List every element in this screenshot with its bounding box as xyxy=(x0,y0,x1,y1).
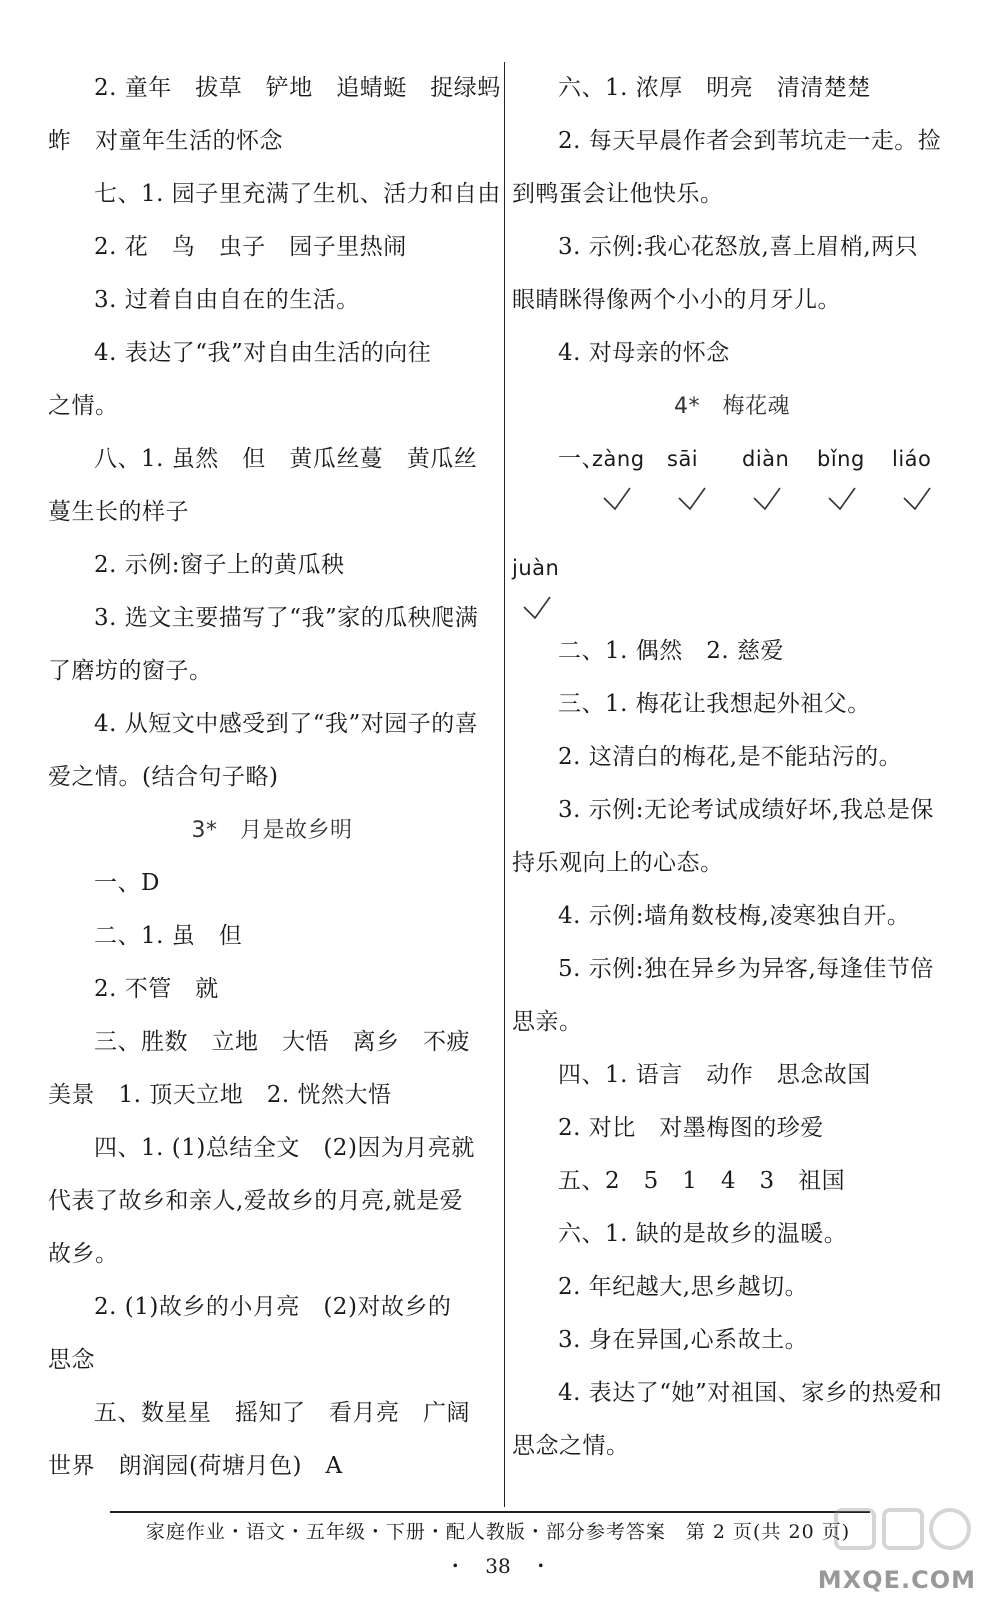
pinyin-answer-block xyxy=(512,433,952,625)
answer-line: 2. 这清白的梅花,是不能玷污的。 xyxy=(558,744,903,770)
answer-line: 持乐观向上的心态。 xyxy=(512,850,724,876)
answer-line: 2. 每天早晨作者会到苇坑走一走。捡 xyxy=(558,128,942,154)
answer-line: 三、胜数 立地 大悟 离乡 不疲 xyxy=(94,1029,470,1055)
answer-line: 4. 表达了“我”对自由生活的向往 xyxy=(94,340,432,366)
pinyin-row-2 xyxy=(512,542,952,595)
check-mark-icon xyxy=(522,595,552,621)
answer-line: 世界 朗润园(荷塘月色) A xyxy=(48,1453,343,1479)
answer-line: 5. 示例:独在异乡为异客,每逢佳节倍 xyxy=(558,956,934,982)
answer-line: 美景 1. 顶天立地 2. 恍然大悟 xyxy=(48,1082,392,1108)
check-mark-icon xyxy=(902,486,932,512)
answer-line: 蚱 对童年生活的怀念 xyxy=(48,128,283,154)
answer-line: 3. 示例:无论考试成绩好坏,我总是保 xyxy=(558,797,934,823)
check-mark-icon xyxy=(602,486,632,512)
pinyin-syllable: bǐng xyxy=(817,447,865,471)
answer-line: 八、1. 虽然 但 黄瓜丝蔓 黄瓜丝 xyxy=(94,446,478,472)
right-bottom-section xyxy=(512,625,952,1473)
pinyin-syllable: sāi xyxy=(667,447,699,471)
answer-line: 3. 示例:我心花怒放,喜上眉梢,两只 xyxy=(558,234,919,260)
answer-line: 一、D xyxy=(94,870,160,896)
pinyin-syllable: diàn xyxy=(742,447,790,471)
answer-line: 四、1. 语言 动作 思念故国 xyxy=(558,1062,871,1088)
answer-line: 了磨坊的窗子。 xyxy=(48,658,213,684)
answer-line: 4. 对母亲的怀念 xyxy=(558,340,730,366)
answer-line: 4. 从短文中感受到了“我”对园子的喜 xyxy=(94,711,479,737)
tick-row-2 xyxy=(512,595,952,625)
left-column xyxy=(48,62,501,1493)
answer-line: 到鸭蛋会让他快乐。 xyxy=(512,181,724,207)
answer-line: 思念之情。 xyxy=(512,1433,630,1459)
section-title: 3* 月是故乡明 xyxy=(191,818,353,843)
right-top-section xyxy=(512,62,952,433)
answer-line: 2. 花 鸟 虫子 园子里热闹 xyxy=(94,234,407,260)
section-title: 4* 梅花魂 xyxy=(674,394,790,419)
right-column xyxy=(512,62,952,1473)
answer-line: 蔓生长的样子 xyxy=(48,499,189,525)
page-number: ・ 38 ・ xyxy=(445,1554,551,1578)
answer-line: 二、1. 偶然 2. 慈爱 xyxy=(558,638,785,664)
footer-rule xyxy=(110,1511,870,1513)
footer-text: 家庭作业・语文・五年级・下册・配人教版・部分参考答案 第 2 页(共 20 页) xyxy=(145,1521,851,1543)
answer-line: 爱之情。(结合句子略) xyxy=(48,764,279,790)
answer-line: 之情。 xyxy=(48,393,119,419)
answer-line: 4. 表达了“她”对祖国、家乡的热爱和 xyxy=(558,1380,943,1406)
check-mark-icon xyxy=(752,486,782,512)
answer-line: 3. 选文主要描写了“我”家的瓜秧爬满 xyxy=(94,605,479,631)
answer-line: 2. 童年 拔草 铲地 追蜻蜓 捉绿蚂 xyxy=(94,75,501,101)
pinyin-row-1 xyxy=(512,433,952,486)
pinyin-syllable: juàn xyxy=(512,556,560,580)
pinyin-syllable: zàng xyxy=(592,447,645,471)
answer-line: 思念 xyxy=(48,1347,95,1373)
answer-line: 二、1. 虽 但 xyxy=(94,923,243,949)
answer-line: 五、2 5 1 4 3 祖国 xyxy=(558,1168,846,1194)
answer-line: 3. 身在异国,心系故土。 xyxy=(558,1327,809,1353)
answer-line: 五、数星星 摇知了 看月亮 广阔 xyxy=(94,1400,470,1426)
answer-line: 2. 不管 就 xyxy=(94,976,219,1002)
answer-line: 六、1. 缺的是故乡的温暖。 xyxy=(558,1221,848,1247)
answer-line: 三、1. 梅花让我想起外祖父。 xyxy=(558,691,871,717)
tick-row-1 xyxy=(512,486,952,516)
answer-line: 2. 年纪越大,思乡越切。 xyxy=(558,1274,809,1300)
answer-line: 3. 过着自由自在的生活。 xyxy=(94,287,360,313)
check-mark-icon xyxy=(677,486,707,512)
answer-line: 4. 示例:墙角数枝梅,凌寒独自开。 xyxy=(558,903,911,929)
answer-line: 六、1. 浓厚 明亮 清清楚楚 xyxy=(558,75,871,101)
answer-line: 四、1. (1)总结全文 (2)因为月亮就 xyxy=(94,1135,475,1161)
answer-line: 故乡。 xyxy=(48,1241,119,1267)
pinyin-syllable: liáo xyxy=(892,447,932,471)
answer-line: 代表了故乡和亲人,爱故乡的月亮,就是爱 xyxy=(48,1188,464,1214)
watermark-text: MXQE.COM xyxy=(817,1566,976,1594)
answer-line: 七、1. 园子里充满了生机、活力和自由 xyxy=(94,181,501,207)
pinyin-prefix: 一、 xyxy=(558,446,605,472)
answer-line: 眼睛眯得像两个小小的月牙儿。 xyxy=(512,287,841,313)
answer-line: 2. (1)故乡的小月亮 (2)对故乡的 xyxy=(94,1294,452,1320)
answer-line: 2. 对比 对墨梅图的珍爱 xyxy=(558,1115,824,1141)
answer-line: 思亲。 xyxy=(512,1009,583,1035)
answer-line: 2. 示例:窗子上的黄瓜秧 xyxy=(94,552,345,578)
column-divider xyxy=(504,62,505,1507)
check-mark-icon xyxy=(827,486,857,512)
